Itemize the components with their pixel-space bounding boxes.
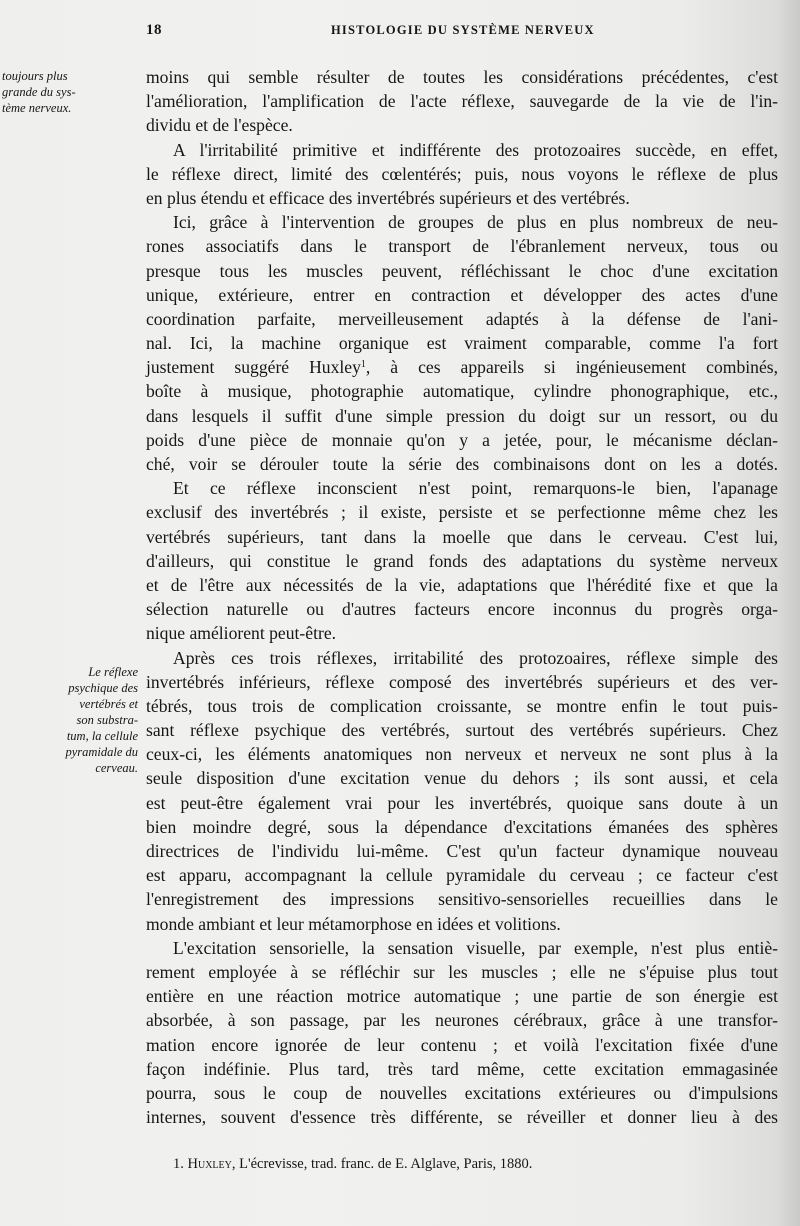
text-line: façon indéfinie. Plus tard, très tard même, cette excitation emmagasinée [146,1058,778,1079]
text-line: dans lesquels il suffit d'une simple pression du doigt sur un ressort, ou du [146,405,778,426]
margin-note-line: tème nerveux. [2,101,72,115]
text-line-with-footnote [146,355,778,379]
text-line: exclusif des invertébrés ; il existe, persiste et se perfectionne même chez les [146,502,778,523]
footnote-text: , L'écrevisse, trad. franc. de E. Alglave, Paris, 1880. [231,1156,533,1172]
text-line: tébrés, tous trois de complication croissante, se montre enfin le tout puis- [146,695,778,716]
running-title: HISTOLOGIE DU SYSTÈME NERVEUX [331,23,595,37]
text-line: monde ambiant et leur métamorphose en idées et volitions. [146,913,561,934]
text-line: dividu et de l'espèce. [146,115,293,136]
text-line: l'enregistrement des impressions sensitivo-sensorielles recueillies dans le [146,889,778,910]
footnote-marker: 1 [360,359,366,371]
text-line: l'amélioration, l'amplification de l'acte réflexe, sauvegarde de la vie de l'in- [146,91,778,112]
margin-note-line: grande du sys- [2,85,76,99]
text-line: le réflexe direct, limité des cœlentérés; puis, nous voyons le réflexe de plus [146,163,778,184]
text-line: est apparu, accompagnant la cellule pyramidale du cerveau ; ce facteur c'est [146,865,778,886]
text-line: A l'irritabilité primitive et indifférente des protozoaires succède, en effet, [173,139,778,160]
text-line: est peut-être également vrai pour les invertébrés, quoique sans doute à un [146,792,778,813]
page-number: 18 [146,22,162,38]
margin-note-line: cerveau. [95,761,138,775]
footnote-author: Huxley [187,1156,232,1172]
text-line: Ici, grâce à l'intervention de groupes de plus en plus nombreux de neu- [173,212,778,233]
text-line: vertébrés supérieurs, tant dans la moelle que dans le cerveau. C'est lui, [146,526,778,547]
text-line: poids d'une pièce de monnaie qu'on y a jetée, pour, le mécanisme déclan- [146,429,778,450]
margin-note-1 [2,68,138,116]
text-line: coordination parfaite, merveilleusement adaptés à la défense de l'ani- [146,308,778,329]
margin-note-line: Le réflexe [88,665,138,679]
text-line: Après ces trois réflexes, irritabilité des protozoaires, réflexe simple des [173,647,778,668]
text-line: seule disposition d'une excitation venue du dehors ; ils sont aussi, et cela [146,768,778,789]
text-line: internes, souvent d'essence très différente, se réveiller et donner lieu à des [146,1107,778,1128]
text-line: pourra, sous le coup de nouvelles excitations extérieures ou d'impulsions [146,1082,778,1103]
text-line: sant réflexe psychique des vertébrés, surtout des vertébrés supérieurs. Chez [146,720,778,741]
text-line: sélection naturelle ou d'autres facteurs encore inconnus du progrès orga- [146,599,778,620]
page-header [0,22,800,42]
text-line: nal. Ici, la machine organique est vraiment comparable, comme l'a fort [146,333,778,354]
text-line: ceux-ci, les éléments anatomiques non nerveux et nerveux ne sont plus à la [146,744,778,765]
margin-note-line: psychique des [68,681,138,695]
text-line: et de l'être aux nécessités de la vie, adaptations que l'hérédité fixe et que la [146,574,778,595]
text-line: boîte à musique, photographie automatique, cylindre phonographique, etc., [146,381,778,402]
margin-note-line: son substra- [76,713,138,727]
text-segment: justement suggéré Huxley [146,357,361,378]
margin-note-line: pyramidale du [65,745,138,759]
text-line: entière en une réaction motrice automatique ; une partie de son énergie est [146,986,778,1007]
text-line: nique améliorent peut-être. [146,623,337,644]
text-line: bien moindre degré, sous la dépendance d'excitations émanées des sphères [146,816,778,837]
text-line: invertébrés inférieurs, réflexe composé des invertébrés supérieurs et des ver- [146,671,778,692]
text-line: Et ce réflexe inconscient n'est point, remarquons-le bien, l'apanage [173,478,778,499]
text-line: absorbée, à son passage, par les neurones cérébraux, grâce à une transfor- [146,1010,778,1031]
text-line: mation encore ignorée de leur contenu ; et voilà l'excitation fixée d'une [146,1034,778,1055]
text-line: d'ailleurs, qui constitue le grand fonds des adaptations du système nerveux [146,550,778,571]
margin-note-2 [2,664,138,776]
text-line: rement employée à se réfléchir sur les muscles ; elle ne s'épuise plus tout [146,961,778,982]
text-line: presque tous les muscles peuvent, réfléchissant le choc d'une excitation [146,260,778,281]
text-line: directrices de l'individu lui-même. C'est qu'un facteur dynamique nouveau [146,841,778,861]
margin-note-line: tum, la cellule [66,729,138,743]
margin-note-line: toujours plus [2,69,68,83]
text-segment: , à ces appareils si ingénieusement combinés, [365,357,779,378]
footnote [173,1156,532,1173]
margin-note-line: vertébrés et [79,697,138,711]
text-line: rones associatifs dans le transport de l'ébranlement nerveux, tous ou [146,236,778,257]
text-line: unique, extérieure, entrer en contraction et développer des actes d'une [146,284,778,305]
text-line: en plus étendu et efficace des invertébrés supérieurs et des vertébrés. [146,187,630,208]
text-line: L'excitation sensorielle, la sensation visuelle, par exemple, n'est plus entiè- [173,937,778,958]
text-line: moins qui semble résulter de toutes les considérations précédentes, c'est [146,67,778,87]
footnote-number: 1. [173,1156,184,1172]
text-line: ché, voir se dérouler toute la série des combinaisons dont on les a dotés. [146,454,778,474]
body-text [146,65,778,1129]
